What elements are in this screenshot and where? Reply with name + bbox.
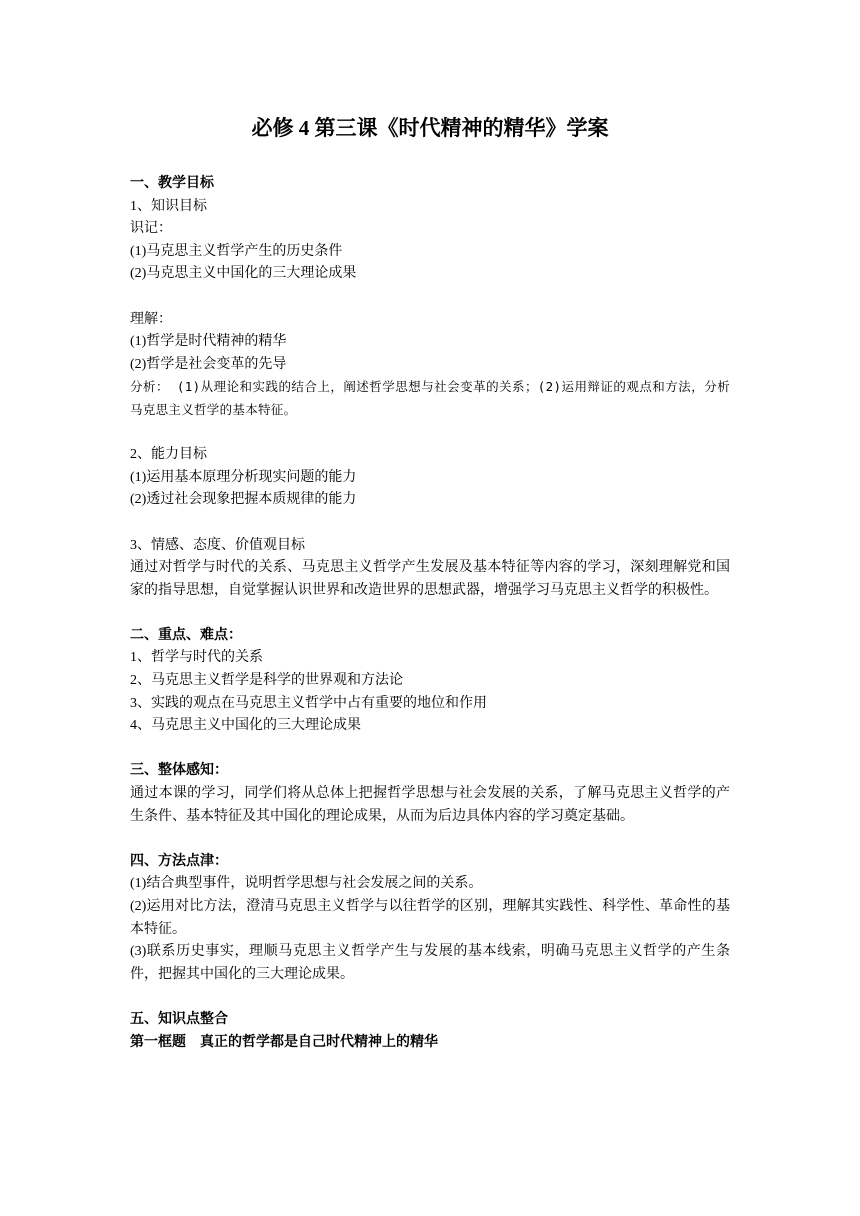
- subsection-heading: [130, 1032, 730, 1055]
- section-heading-integration: 五、知识点整合: [130, 1011, 228, 1027]
- remember-item: (1)马克思主义哲学产生的历史条件: [130, 243, 343, 259]
- ability-item: (1)运用基本原理分析现实问题的能力: [130, 469, 357, 485]
- understand-label: 理解：: [130, 311, 172, 327]
- understand-item: (2)哲学是社会变革的先导: [130, 356, 287, 372]
- subsection-title: 真正的哲学都是自己时代精神上的精华: [200, 1034, 438, 1050]
- overview-paragraph: 通过本课的学习，同学们将从总体上把握哲学思想与社会发展的关系，了解马克思主义哲学的产生条件、基本特征及其中国化的理论成果，从而为后边具体内容的学习奠定基础。: [130, 786, 730, 824]
- blank-line: [130, 738, 730, 761]
- key-point-item: 1、哲学与时代的关系: [130, 650, 263, 666]
- blank-line: [130, 422, 730, 445]
- blank-line: [130, 828, 730, 851]
- method-item: (1)结合典型事件，说明哲学思想与社会发展之间的关系。: [130, 876, 483, 892]
- document-title: 必修 4 第三课《时代精神的精华》学案: [251, 116, 609, 140]
- emotion-goals-paragraph: 通过对哲学与时代的关系、马克思主义哲学产生发展及基本特征等内容的学习，深刻理解党和国家的指导思想，自觉掌握认识世界和改造世界的思想武器，增强学习马克思主义哲学的积极性。: [130, 560, 730, 598]
- blank-line: [130, 286, 730, 309]
- method-item: (3)联系历史事实，理顺马克思主义哲学产生与发展的基本线索，明确马克思主义哲学的产生条件，把握其中国化的三大理论成果。: [130, 944, 730, 982]
- key-point-item: 2、马克思主义哲学是科学的世界观和方法论: [130, 673, 403, 689]
- knowledge-goals-label: 1、知识目标: [130, 198, 207, 214]
- blank-line: [130, 602, 730, 625]
- subsection-label: 第一框题: [130, 1034, 186, 1050]
- section-heading-key-points: 二、重点、难点：: [130, 627, 242, 643]
- key-point-item: 3、实践的观点在马克思主义哲学中占有重要的地位和作用: [130, 695, 487, 711]
- document-body: [130, 173, 730, 1054]
- ability-item: (2)透过社会现象把握本质规律的能力: [130, 492, 357, 508]
- key-point-item: 4、马克思主义中国化的三大理论成果: [130, 718, 361, 734]
- analysis-paragraph: 分析： (1)从理论和实践的结合上，阐述哲学思想与社会变革的关系；(2)运用辩证的观点和方法，分析马克思主义哲学的基本特征。: [130, 379, 730, 417]
- section-heading-overview: 三、整体感知：: [130, 763, 228, 779]
- emotion-goals-label: 3、情感、态度、价值观目标: [130, 537, 305, 553]
- blank-line: [130, 986, 730, 1009]
- remember-item: (2)马克思主义中国化的三大理论成果: [130, 266, 357, 282]
- section-heading-methods: 四、方法点津：: [130, 853, 228, 869]
- understand-item: (1)哲学是时代精神的精华: [130, 334, 287, 350]
- blank-line: [130, 512, 730, 535]
- method-item: (2)运用对比方法，澄清马克思主义哲学与以往哲学的区别，理解其实践性、科学性、革命性的基本特征。: [130, 899, 730, 937]
- remember-label: 识记：: [130, 221, 172, 237]
- section-heading-teaching-goals: 一、教学目标: [130, 176, 214, 191]
- ability-goals-label: 2、能力目标: [130, 447, 207, 463]
